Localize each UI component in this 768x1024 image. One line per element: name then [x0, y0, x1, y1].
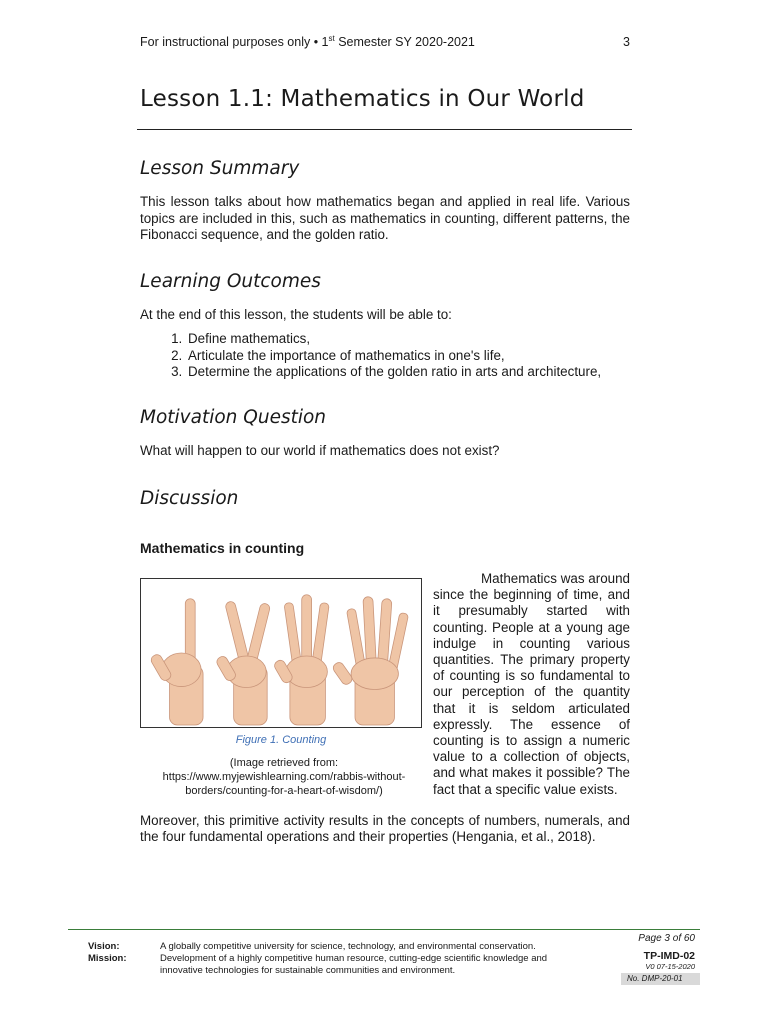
figure-caption: Figure 1. Counting	[235, 734, 327, 746]
vision-text: A globally competitive university for science, technology, and environmental conservation.	[160, 941, 536, 952]
page-number: 3	[623, 35, 630, 49]
counting-hands-image	[140, 578, 422, 728]
discussion-heading: Discussion	[140, 488, 239, 509]
page-header	[140, 35, 630, 49]
title-divider	[137, 129, 632, 130]
mission-label: Mission:	[88, 953, 127, 964]
vision-label: Vision:	[88, 941, 120, 952]
counting-heading: Mathematics in counting	[140, 540, 305, 556]
outcomes-list	[140, 331, 601, 381]
page-of-count: Page 3 of 60	[638, 933, 695, 944]
outcomes-intro: At the end of this lesson, the students will be able to:	[140, 307, 452, 322]
motivation-heading: Motivation Question	[140, 407, 327, 428]
summary-text: This lesson talks about how mathematics began and applied in real life. Various topics are included in this, such as mathematics in counting, different patterns, the Fibonacci sequence, and the golden ratio.	[140, 194, 630, 242]
credit-link[interactable]: https://www.myjewishlearning.com/rabbis-without-	[162, 771, 406, 783]
header-text: For instructional purposes only • 1st Semester SY 2020-2021	[140, 33, 475, 49]
image-credit	[140, 756, 428, 798]
mission-text: Development of a highly competitive human resource, cutting-edge scientific knowledge and innovative technologies for sustainable communities and environment.	[160, 953, 548, 976]
first-word: Mathematics	[481, 571, 557, 586]
credit-link-end[interactable]: borders/counting-for-a-heart-of-wisdom/)	[185, 785, 383, 797]
continuation-paragraph: Moreover, this primitive activity results in the concepts of numbers, numerals, and the four fundamental operations and their properties (Hengania, et al., 2018).	[140, 813, 630, 845]
list-item: 3. Determine the applications of the golden ratio in arts and architecture,	[186, 364, 601, 381]
footer-divider	[68, 929, 700, 930]
summary-heading: Lesson Summary	[140, 158, 300, 179]
hands-illustration	[141, 579, 421, 727]
paragraph-text: was around since the beginning of time, and it presumably started with counting. People at a young age indulge in counting various quantities. The primary property of counting is so fundamental to our perception of the quantity that it is seldom articulated expressly. The essence of counting is to assign a numeric value to a collection of objects, and what makes it possible? The fact that a specific value exists.	[433, 571, 630, 797]
list-item: 1. Define mathematics,	[186, 331, 601, 348]
lesson-title: Lesson 1.1: Mathematics in Our World	[140, 86, 585, 112]
outcomes-heading: Learning Outcomes	[140, 271, 321, 292]
counting-paragraph	[433, 571, 630, 798]
motivation-text: What will happen to our world if mathematics does not exist?	[140, 443, 500, 458]
list-item: 2. Articulate the importance of mathematics in one's life,	[186, 348, 601, 365]
doc-version: V0 07-15-2020	[645, 962, 695, 971]
credit-line: (Image retrieved from:	[229, 757, 339, 769]
doc-number-badge: No. DMP-20-01	[621, 973, 700, 985]
doc-code: TP-IMD-02	[643, 950, 695, 962]
